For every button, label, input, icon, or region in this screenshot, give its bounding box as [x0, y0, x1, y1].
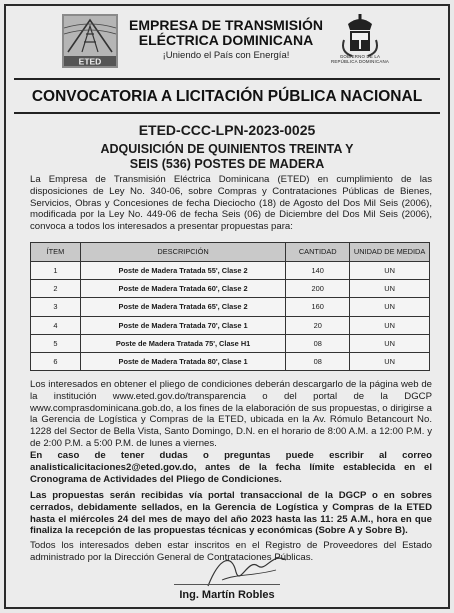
table-row — [31, 352, 430, 370]
notice-title: CONVOCATORIA A LICITACIÓN PÚBLICA NACIONAL — [31, 88, 423, 105]
registry-paragraph: Todos los interesados deben estar inscritos en el Registro de Proveedores del Estado administrado por la Dirección General de Contrataciones Públicas. — [30, 540, 432, 563]
table-row — [31, 298, 430, 316]
row-quantity: 140 — [286, 262, 350, 280]
row-item: 2 — [31, 280, 81, 298]
proposals-paragraph: Las propuestas serán recibidas vía portal transaccional de la DGCP o en sobres cerrados, debidamente sellados, en la Gerencia de Logística y Compras de la ETED hasta el miércoles 24 del mes de mayo del año 2023 hasta las 11: 25 A.M., hora en que finaliza la recepción de las propuestas técnicas y económicas (Sobre A y Sobre B). — [30, 490, 432, 537]
header — [6, 6, 448, 74]
row-quantity: 08 — [286, 352, 350, 370]
gov-caption-line-1: GOBIERNO DE LA — [339, 54, 381, 59]
tender-code: ETED-CCC-LPN-2023-0025 — [138, 122, 316, 138]
row-unit: UN — [350, 352, 430, 370]
table-row — [31, 262, 430, 280]
slogan: ¡Uniendo el País con Energía! — [162, 50, 290, 61]
table-row — [31, 334, 430, 352]
intro-paragraph: La Empresa de Transmisión Eléctrica Dominicana (ETED) en cumplimiento de las disposiciones de Ley No. 340-06, sobre Compras y Contrataciones Públicas de Bienes, Servicios, Obras y Concesiones de fecha Dieciocho (18) de Agosto del Dos Mil Seis (2006), modificada por la Ley No. 449-06 de fecha Seis (06) de Diciembre del Dos Mil Seis (2006), convoca a todos los interesados a presentar propuestas para: — [30, 174, 432, 233]
row-quantity: 160 — [286, 298, 350, 316]
header-description: DESCRIPCIÓN — [80, 243, 285, 262]
subject-line-2: SEIS (536) POSTES DE MADERA — [129, 157, 325, 171]
row-item: 4 — [31, 316, 81, 334]
row-quantity: 20 — [286, 316, 350, 334]
tender-subject — [66, 142, 388, 172]
row-unit: UN — [350, 262, 430, 280]
eted-logo-text: ETED — [78, 56, 102, 67]
table-row — [31, 280, 430, 298]
items-table — [30, 242, 430, 371]
row-description: Poste de Madera Tratada 75', Clase H1 — [80, 334, 285, 352]
table-row — [31, 316, 430, 334]
subject-line-1: ADQUISICIÓN DE QUINIENTOS TREINTA Y — [100, 142, 354, 156]
signature-line — [174, 584, 280, 585]
company-line-1: EMPRESA DE TRANSMISIÓN — [129, 17, 323, 33]
row-quantity: 08 — [286, 334, 350, 352]
row-description: Poste de Madera Tratada 60', Clase 2 — [80, 280, 285, 298]
gov-caption-line-2: REPÚBLICA DOMINICANA — [331, 59, 389, 64]
signer-name: Ing. Martín Robles — [179, 589, 275, 601]
row-item: 1 — [31, 262, 81, 280]
row-quantity: 200 — [286, 280, 350, 298]
divider-top — [14, 78, 440, 80]
notice-page — [4, 4, 450, 609]
header-unit: UNIDAD DE MEDIDA — [350, 243, 430, 262]
row-unit: UN — [350, 334, 430, 352]
row-unit: UN — [350, 316, 430, 334]
download-paragraph: Los interesados en obtener el pliego de condiciones deberán descargarlo de la página web de la institución www.eted.gov.do/transparencia o del portal de la DGCP www.comprasdominicana.gob.do, a los fines de la elaboración de sus propuestas, o dirigirse a la Gerencia de Logística y Compras de la ETED, ubicada en la Av. Rómulo Betancourt No. 1228 del Sector de Bella Vista, Santo Domingo, D.N. en el horario de 8:00 A.M. a 12:00 P.M. y de 2:00 P.M. a 5:00 P.M. de lunes a viernes. — [30, 379, 432, 449]
divider-bottom — [14, 112, 440, 114]
row-item: 6 — [31, 352, 81, 370]
row-description: Poste de Madera Tratada 80', Clase 1 — [80, 352, 285, 370]
row-description: Poste de Madera Tratada 65', Clase 2 — [80, 298, 285, 316]
row-description: Poste de Madera Tratada 70', Clase 1 — [80, 316, 285, 334]
questions-paragraph: En caso de tener dudas o preguntas puede escribir al correo analisticalicitaciones2@eted.gov.do, antes de la fecha límite establecida en el Cronograma de Actividades del Pliego de Condiciones. — [30, 450, 432, 485]
row-unit: UN — [350, 298, 430, 316]
header-quantity: CANTIDAD — [286, 243, 350, 262]
company-line-2: ELÉCTRICA DOMINICANA — [138, 32, 314, 48]
row-item: 5 — [31, 334, 81, 352]
table-header-row — [31, 243, 430, 262]
row-unit: UN — [350, 280, 430, 298]
eted-logo — [62, 14, 118, 68]
row-item: 3 — [31, 298, 81, 316]
company-name — [126, 18, 326, 48]
header-item: ÍTEM — [31, 243, 81, 262]
row-description: Poste de Madera Tratada 55', Clase 2 — [80, 262, 285, 280]
government-caption — [322, 54, 398, 64]
